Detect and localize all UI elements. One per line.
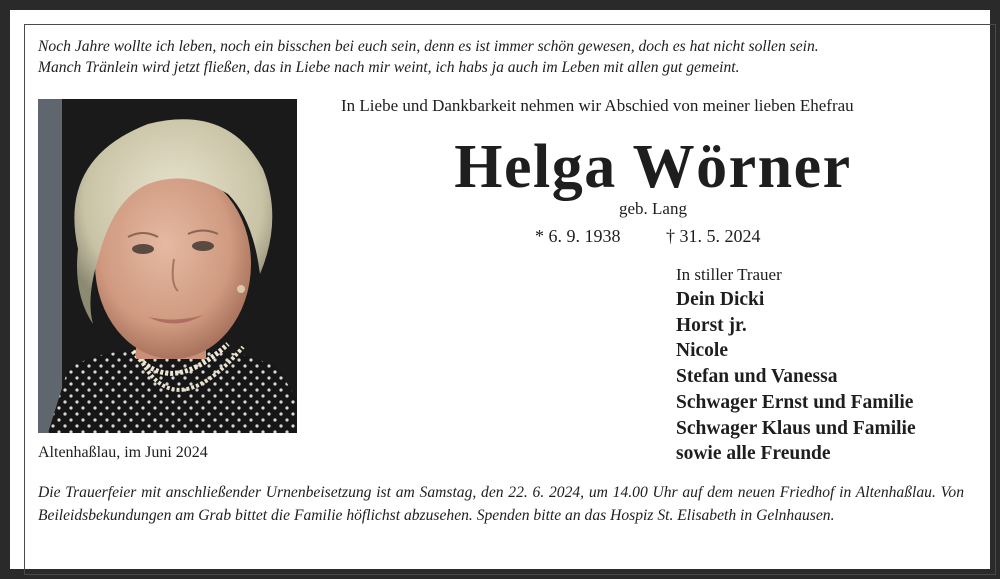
mourner-name: Schwager Ernst und Familie xyxy=(676,391,914,413)
birth-name: geb. Lang xyxy=(619,199,687,218)
mourner-name: sowie alle Freunde xyxy=(676,443,831,465)
mourner-name: Stefan und Vanessa xyxy=(676,366,838,388)
intro-text: In Liebe und Dankbarkeit nehmen wir Abschied von meiner lieben Ehefrau xyxy=(341,96,854,115)
mourners-list xyxy=(676,287,916,467)
death-date: † 31. 5. 2024 xyxy=(666,226,761,246)
funeral-notice: Die Trauerfeier mit anschließender Urnenbeisetzung ist am Samstag, den 22. 6. 2024, um 14.00 Uhr auf dem neuen Friedhof in Altenhaßlau. Von Beileidsbekundungen am Grab bittet die Familie höflichst abzusehen. Spenden bitte an das Hospiz St. Elisabeth in Gelnhausen. xyxy=(38,484,964,524)
mourner-name: Nicole xyxy=(676,340,728,362)
poem-line-2: Manch Tränlein wird jetzt fließen, das in Liebe nach mir weint, ich habs ja auch im Leben mit allen gut gemeint. xyxy=(38,59,740,76)
deceased-name: Helga Wörner xyxy=(454,133,852,201)
memorial-poem xyxy=(38,36,968,78)
poem-line-1: Noch Jahre wollte ich leben, noch ein bisschen bei euch sein, denn es ist immer schön gewesen, doch es hat nicht sollen sein. xyxy=(38,38,819,55)
mourner-name: Horst jr. xyxy=(676,314,747,336)
portrait-photo xyxy=(38,99,297,433)
mourner-name: Schwager Klaus und Familie xyxy=(676,417,916,439)
mourning-heading: In stiller Trauer xyxy=(676,265,782,284)
mourner-name: Dein Dicki xyxy=(676,289,765,310)
place-and-date: Altenhaßlau, im Juni 2024 xyxy=(38,444,208,461)
birth-date: * 6. 9. 1938 xyxy=(535,226,621,246)
